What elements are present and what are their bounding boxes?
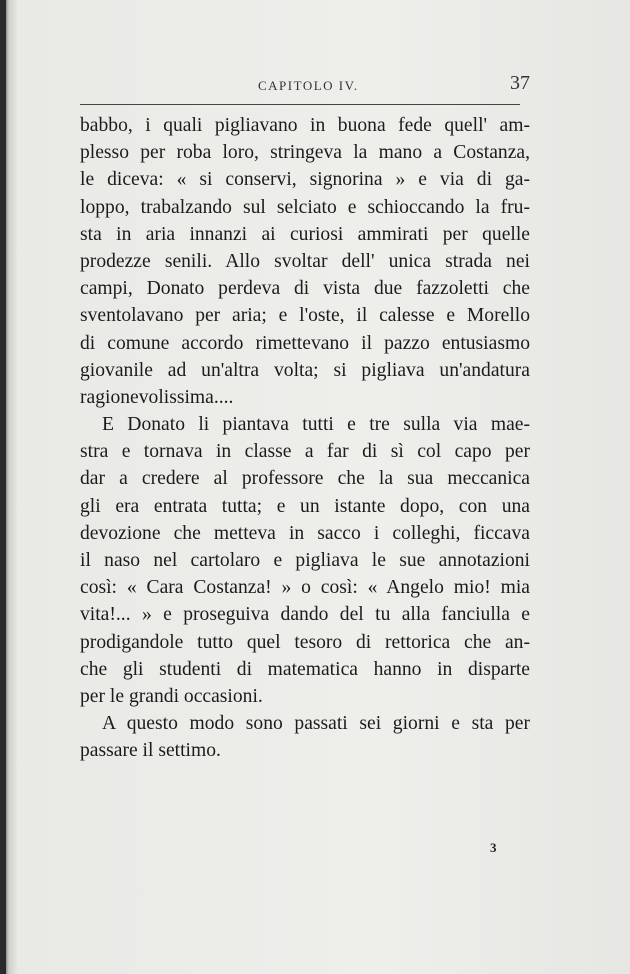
text-line: che gli studenti di matematica hanno in disparte (80, 658, 530, 680)
text-line: di comune accordo rimettevano il pazzo entusiasmo (80, 332, 530, 354)
paragraph (80, 710, 530, 764)
text-line: giovanile ad un'altra volta; si pigliava un'andatura (80, 359, 530, 381)
body-text (80, 112, 530, 765)
text-line: così: « Cara Costanza! » o così: « Angelo mio! mia (80, 577, 530, 599)
text-line: campi, Donato perdeva di vista due fazzoletti che (80, 278, 530, 300)
header-rule (80, 104, 520, 105)
page-header (80, 70, 530, 98)
text-line: gli era entrata tutta; e un istante dopo, con una (80, 495, 530, 517)
text-line: dar a credere al professore che la sua meccanica (80, 468, 530, 490)
text-line: prodigandole tutto quel tesoro di rettorica che an- (80, 631, 530, 653)
text-line: loppo, trabalzando sul selciato e schioccando la fru- (80, 196, 530, 218)
signature-mark: 3 (490, 840, 497, 855)
text-line: il naso nel cartolaro e pigliava le sue annotazioni (80, 550, 530, 571)
paragraph (80, 112, 530, 411)
running-head: CAPITOLO IV. (258, 78, 359, 93)
text-line: per le grandi occasioni. (80, 685, 263, 707)
text-line: le diceva: « si conservi, signorina » e via di ga- (80, 169, 530, 191)
text-line: vita!... » e proseguiva dando del tu alla fanciulla e (80, 604, 530, 626)
text-line: sta in aria innanzi ai curiosi ammirati per quelle (80, 223, 530, 245)
text-line: devozione che metteva in sacco i colleghi, ficcava (80, 522, 530, 544)
text-line: E Donato li piantava tutti e tre sulla via mae- (102, 414, 530, 436)
text-line: plesso per roba loro, stringeva la mano a Costanza, (80, 142, 530, 164)
text-line: ragionevolissima.... (80, 386, 234, 408)
paragraph (80, 411, 530, 710)
text-line: babbo, i quali pigliavano in buona fede quell' am- (80, 115, 530, 136)
text-line: prodezze senili. Allo svoltar dell' unica strada nei (80, 250, 530, 272)
text-line: passare il settimo. (80, 740, 221, 762)
text-line: A questo modo sono passati sei giorni e sta per (102, 713, 530, 735)
text-line: stra e tornava in classe a far di sì col capo per (80, 441, 530, 463)
page-number: 37 (510, 72, 530, 94)
book-spine-shadow (0, 0, 6, 974)
text-line: sventolavano per aria; e l'oste, il calesse e Morello (80, 305, 530, 327)
